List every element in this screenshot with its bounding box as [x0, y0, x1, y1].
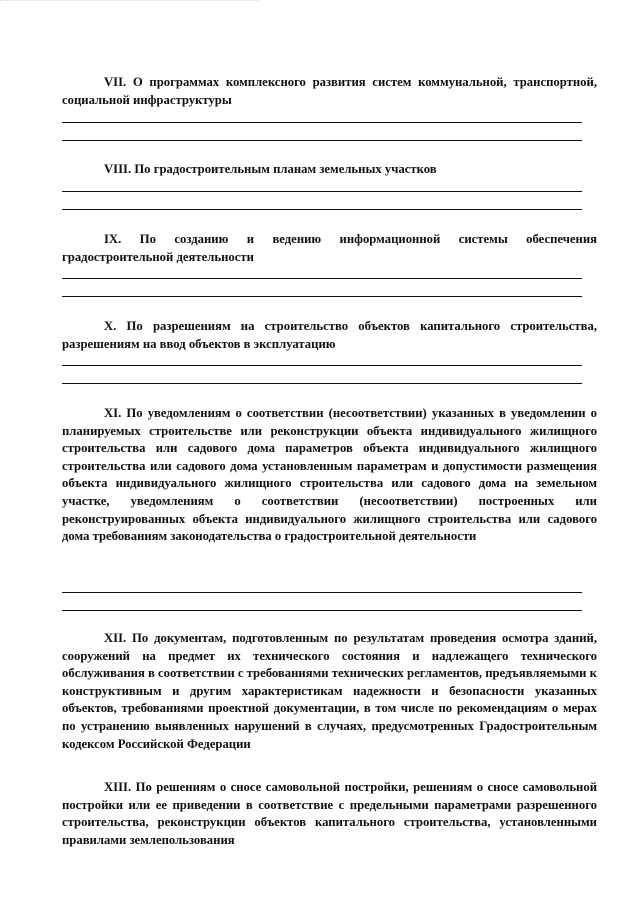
- section-viii-heading: VIII. По градостроительным планам земельных участков: [104, 162, 437, 176]
- section-x-heading: X. По разрешениям на строительство объектов капитального строительства, разрешениям на ввод объектов в эксплуатацию: [62, 319, 597, 351]
- section-xii-heading: XII. По документам, подготовленным по результатам проведения осмотра зданий, сооружений на предмет их технического состояния и надлежащего технического обслуживания в соответствии с требованиями технических регламентов, предъявляемыми к конструктивным и другим характеристикам надежности и безопасности указанных объектов, требованиями проектной документации, в том числе по рекомендациям о мерах по устранению выявленных нарушений в случаях, предусмотренных Градостроительным кодексом Российской Федерации: [62, 631, 597, 751]
- section-vii-heading: VII. О программах комплексного развития систем коммунальной, транспортной, социальной инфраструктуры: [62, 75, 597, 107]
- section-viii: [62, 161, 597, 179]
- blank-line: [62, 610, 582, 611]
- section-x: [62, 318, 597, 353]
- blank-line: [62, 278, 582, 279]
- section-ix-heading: IX. По созданию и ведению информационной системы обеспечения градостроительной деятельности: [62, 232, 597, 264]
- blank-line: [62, 209, 582, 210]
- section-xiii: [62, 779, 597, 849]
- section-vii: [62, 74, 597, 109]
- section-xii: [62, 630, 597, 753]
- blank-line: [62, 122, 582, 123]
- blank-line: [62, 140, 582, 141]
- blank-line: [62, 383, 582, 384]
- blank-line: [62, 191, 582, 192]
- blank-line: [62, 592, 582, 593]
- scan-artifact: [0, 0, 260, 3]
- blank-line: [62, 365, 582, 366]
- section-xi-heading: XI. По уведомлениям о соответствии (несоответствии) указанных в уведомлении о планируемых строительстве или реконструкции объекта индивидуального жилищного строительства или садового дома параметров объекта индивидуального жилищного строительства или садового дома установленным параметрам и допустимости размещения объекта индивидуального жилищного строительства или садового дома на земельном участке, уведомлениям о соответствии (несоответствии) построенных или реконструированных объекта индивидуального жилищного строительства или садового дома требованиям законодательства о градостроительной деятельности: [62, 406, 597, 544]
- section-xi: [62, 405, 597, 546]
- blank-line: [62, 296, 582, 297]
- section-ix: [62, 231, 597, 266]
- section-xiii-heading: XIII. По решениям о сносе самовольной постройки, решениям о сносе самовольной постройки или ее приведении в соответствие с предельными параметрами разрешенного строительства, реконструкции объектов капитального строительства, установленными правилами землепользования: [62, 780, 597, 847]
